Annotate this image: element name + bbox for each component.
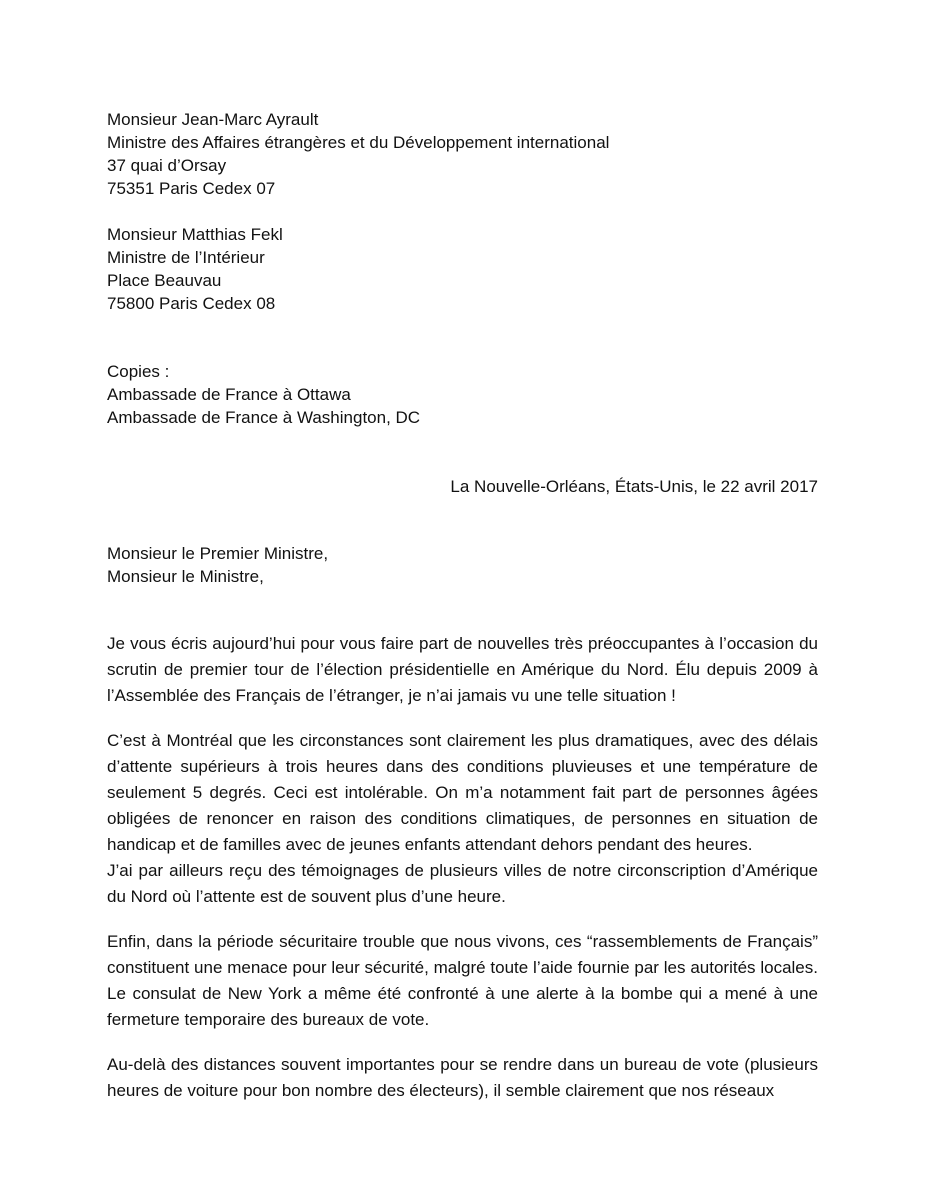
body-paragraph: Enfin, dans la période sécuritaire trouble que nous vivons, ces “rassemblements de Français” constituent une menace pour leur sécurité, malgré toute l’aide fournie par les autorités locales. Le consulat de New York a même été confronté à une alerte à la bombe qui a mené à une fermeture temporaire des bureaux de vote. [107, 932, 818, 1029]
recipient2-street: Place Beauvau [107, 271, 222, 290]
recipient1-city: 75351 Paris Cedex 07 [107, 179, 276, 198]
copies-label: Copies : [107, 362, 170, 381]
salutation-line: Monsieur le Ministre, [107, 567, 264, 586]
body-paragraph: C’est à Montréal que les circonstances sont clairement les plus dramatiques, avec des délais d’attente supérieurs à trois heures dans des conditions pluvieuses et une température de seulement 5 degrés. Ceci est intolérable. On m’a notamment fait part de personnes âgées obligées de renoncer en raison des conditions climatiques, de personnes en situation de handicap et de familles avec de jeunes enfants attendant dehors pendant des heures. [107, 731, 818, 854]
body-paragraph: J’ai par ailleurs reçu des témoignages de plusieurs villes de notre circonscription d’Amérique du Nord où l’attente est de souvent plus d’une heure. [107, 861, 818, 906]
salutation-line: Monsieur le Premier Ministre, [107, 544, 329, 563]
body-paragraph: Je vous écris aujourd’hui pour vous faire part de nouvelles très préoccupantes à l’occasion du scrutin de premier tour de l’élection présidentielle en Amérique du Nord. Élu depuis 2009 à l’Assemblée des Français de l’étranger, je n’ai jamais vu une telle situation ! [107, 634, 818, 705]
recipient1-street: 37 quai d’Orsay [107, 156, 227, 175]
recipient2-title: Ministre de l’Intérieur [107, 248, 265, 267]
copies-item: Ambassade de France à Washington, DC [107, 408, 421, 427]
recipient2-city: 75800 Paris Cedex 08 [107, 294, 276, 313]
recipient1-title: Ministre des Affaires étrangères et du Développement international [107, 133, 610, 152]
body-paragraph: Au-delà des distances souvent importantes pour se rendre dans un bureau de vote (plusieurs heures de voiture pour bon nombre des électeurs), il semble clairement que nos réseaux [107, 1055, 818, 1100]
copies-item: Ambassade de France à Ottawa [107, 385, 351, 404]
recipient1-name: Monsieur Jean-Marc Ayrault [107, 110, 319, 129]
recipient2-name: Monsieur Matthias Fekl [107, 225, 283, 244]
place-date: La Nouvelle-Orléans, États-Unis, le 22 avril 2017 [450, 477, 818, 496]
